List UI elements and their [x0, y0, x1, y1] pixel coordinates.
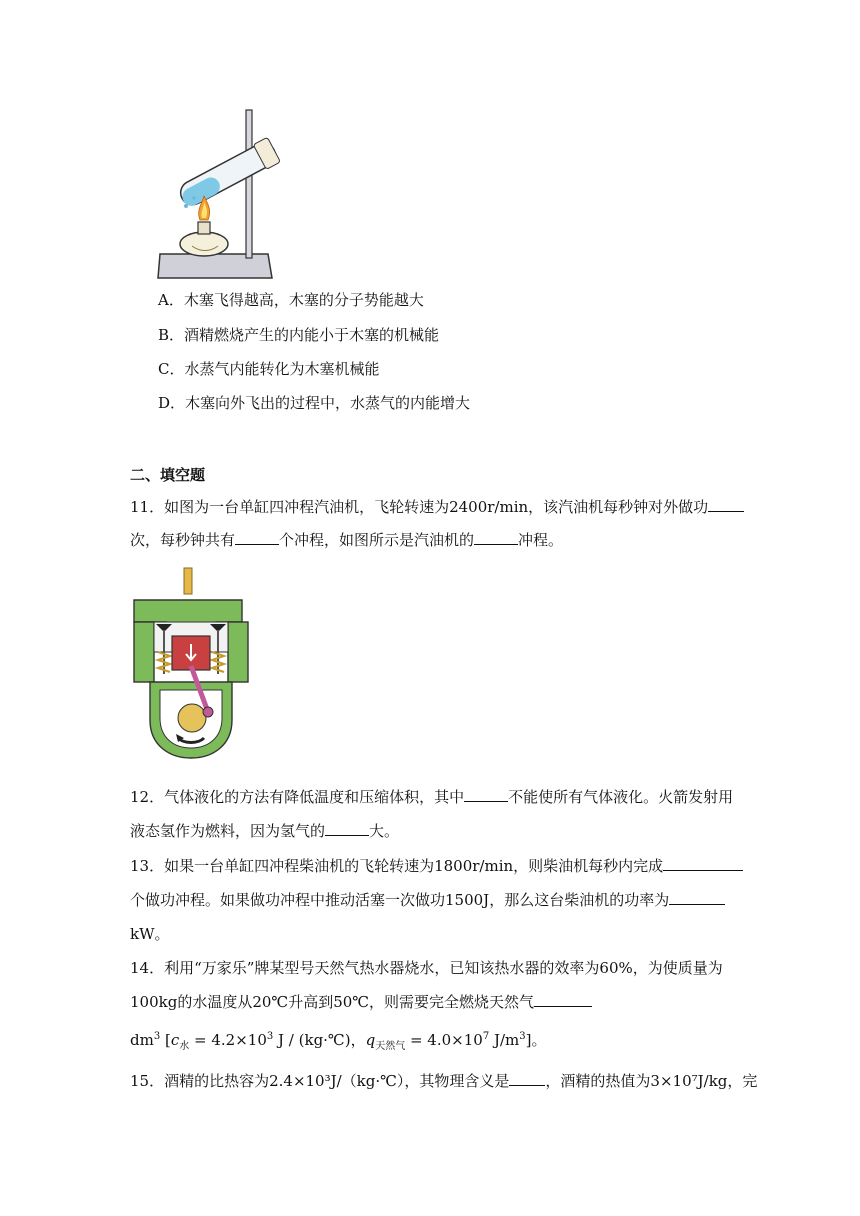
- q14-q-unit: J/m: [489, 1031, 520, 1049]
- q11-line2: [130, 530, 563, 550]
- q14-bracket: [: [164, 1031, 171, 1049]
- option-c: C．水蒸气内能转化为木塞机械能: [158, 360, 380, 378]
- q11-text-2: 次，每秒钟共有: [130, 531, 236, 549]
- q14-q-symbol: q: [365, 1031, 376, 1049]
- q12-blank-2[interactable]: [325, 821, 369, 836]
- q11-text-1: 11．如图为一台单缸四冲程汽油机，飞轮转速为2400r/min，该汽油机每秒钟对外做功: [130, 498, 709, 516]
- q14-unit-exp: 3: [153, 1031, 161, 1042]
- q14-end: ]。: [525, 1031, 547, 1049]
- option-d: D．木塞向外飞出的过程中，水蒸气的内能增大: [158, 394, 471, 412]
- q14-comma: ，: [350, 1031, 366, 1049]
- q13-blank-2[interactable]: [669, 890, 725, 905]
- q15-text-2: ，酒精的热值为3×10⁷J/kg，完: [545, 1072, 758, 1090]
- q13-line2: [130, 890, 725, 910]
- q12-line1: [130, 787, 733, 807]
- q13-text-2: 个做功冲程。如果做功冲程中推动活塞一次做功1500J，那么这台柴油机的功率为: [130, 891, 670, 909]
- q11-line1: [130, 497, 744, 517]
- q14-line1: 14．利用“万家乐”牌某型号天然气热水器烧水，已知该热水器的效率为60%，为使质量为: [130, 959, 723, 977]
- option-a: A．木塞飞得越高，木塞的分子势能越大: [158, 291, 424, 309]
- q12-text-2: 不能使所有气体液化。火箭发射用: [508, 788, 734, 806]
- q14-q-sub: 天然气: [375, 1041, 406, 1052]
- q11-blank-3[interactable]: [474, 530, 518, 545]
- q12-line2: [130, 821, 399, 841]
- q13-line1: [130, 856, 743, 876]
- q13-blank-1[interactable]: [663, 856, 743, 871]
- q14-blank-1[interactable]: [534, 992, 592, 1007]
- q12-text-3: 液态氢作为燃料，因为氢气的: [130, 822, 326, 840]
- q12-text-4: 大。: [369, 822, 400, 840]
- engine-figure: [132, 566, 250, 762]
- q14-q-exp: 7: [482, 1031, 490, 1042]
- q14-unit: dm: [130, 1031, 154, 1049]
- q11-blank-2[interactable]: [235, 530, 279, 545]
- section-title: 二、填空题: [130, 466, 206, 484]
- q11-text-3: 个冲程，如图所示是汽油机的: [279, 531, 475, 549]
- q14-c-exp: 3: [266, 1031, 274, 1042]
- q14-c-sub: 水: [179, 1041, 190, 1052]
- q12-text-1: 12．气体液化的方法有降低温度和压缩体积，其中: [130, 788, 465, 806]
- q13-line3: kW。: [130, 925, 170, 943]
- q14-line2: [130, 992, 592, 1012]
- test-tube-heating-figure: [156, 106, 286, 282]
- q15-blank-1[interactable]: [509, 1071, 545, 1086]
- q15-line1: [130, 1071, 757, 1091]
- q13-text-1: 13．如果一台单缸四冲程柴油机的飞轮转速为1800r/min，则柴油机每秒内完成: [130, 857, 664, 875]
- q14-q-unit-exp: 3: [519, 1031, 526, 1042]
- q14-c-value: = 4.2×10: [189, 1031, 267, 1049]
- option-b: B．酒精燃烧产生的内能小于木塞的机械能: [158, 326, 440, 344]
- q14-q-value: = 4.0×10: [405, 1031, 483, 1049]
- q14-c-symbol: c: [170, 1031, 180, 1049]
- q14-text-2: 100kg的水温度从20℃升高到50℃，则需要完全燃烧天然气: [130, 993, 535, 1011]
- q14-c-unit: J / (kg·℃): [273, 1031, 351, 1049]
- q11-text-4: 冲程。: [518, 531, 564, 549]
- q14-line3: [130, 1030, 547, 1050]
- q11-blank-1[interactable]: [708, 497, 744, 512]
- q15-text-1: 15．酒精的比热容为2.4×10³J/（kg·℃），其物理含义是: [130, 1072, 510, 1090]
- q12-blank-1[interactable]: [464, 787, 508, 802]
